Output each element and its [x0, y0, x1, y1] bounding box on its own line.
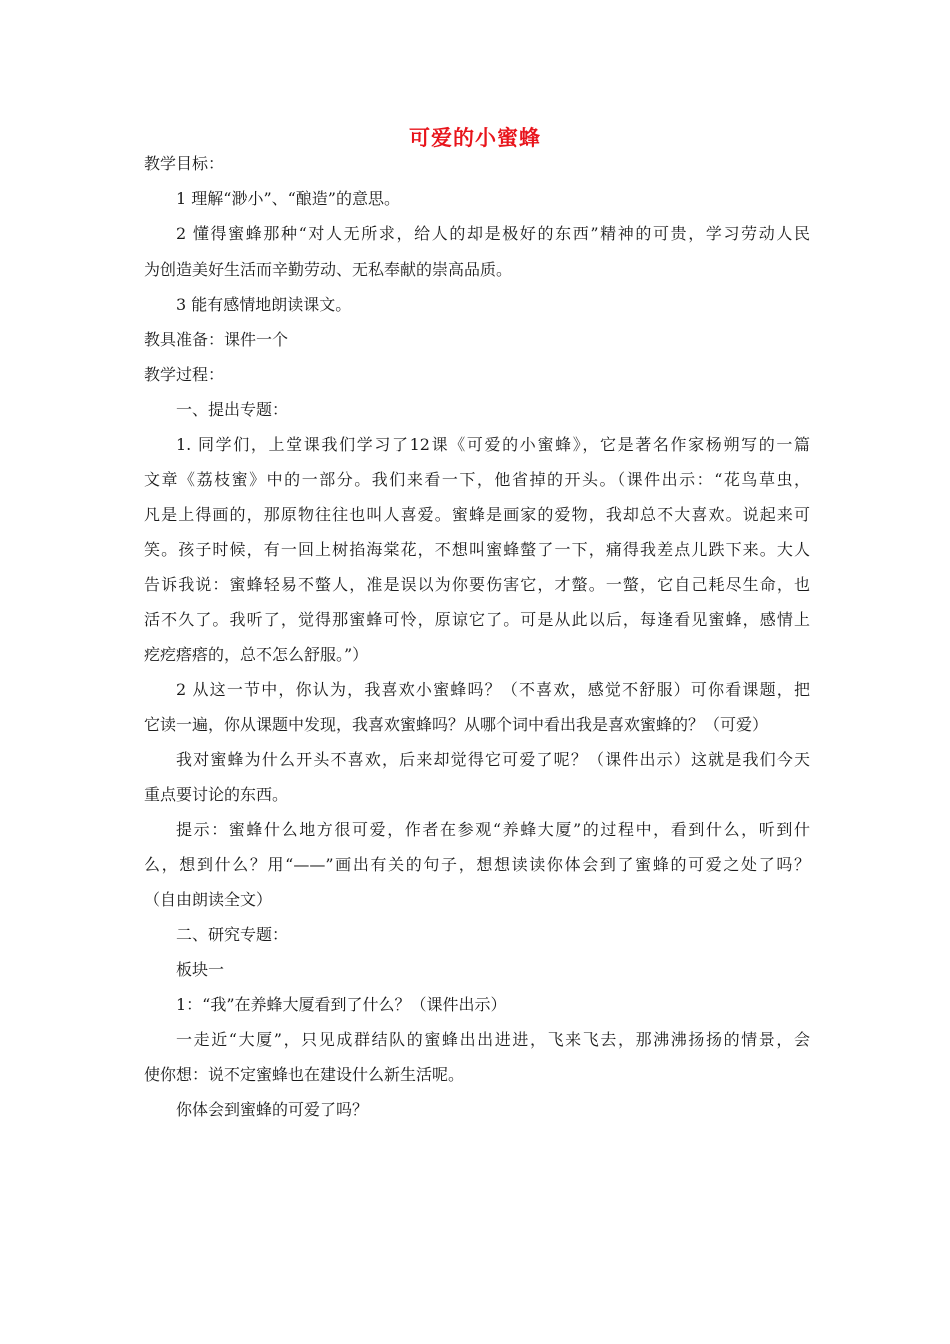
- text-line: 凡是上得画的，那原物往往也叫人喜爱。蜜蜂是画家的爱物，我却总不大喜欢。说起来可: [144, 505, 810, 524]
- text-line: 3 能有感情地朗读课文。: [176, 295, 352, 314]
- text-line: 文章《荔枝蜜》中的一部分。我们来看一下，他省掉的开头。（课件出示：“花鸟草虫，: [144, 470, 810, 489]
- text-line: 笑。孩子时候，有一回上树掐海棠花，不想叫蜜蜂螫了一下，痛得我差点儿跌下来。大人: [144, 540, 810, 559]
- text-line: 2 从这一节中，你认为，我喜欢小蜜蜂吗？（不喜欢，感觉不舒服）可你看课题，把: [176, 680, 810, 699]
- text-line: 1. 同学们，上堂课我们学习了12课《可爱的小蜜蜂》，它是著名作家杨朔写的一篇: [176, 435, 810, 454]
- text-line: （自由朗读全文）: [144, 890, 273, 909]
- text-line: 一走近“大厦”，只见成群结队的蜜蜂出出进进，飞来飞去，那沸沸扬扬的情景，会: [176, 1030, 810, 1049]
- text-line: 我对蜜蜂为什么开头不喜欢，后来却觉得它可爱了呢？（课件出示）这就是我们今天: [176, 750, 810, 769]
- text-line: 教具准备：课件一个: [144, 330, 289, 349]
- text-line: 它读一遍，你从课题中发现，我喜欢蜜蜂吗？从哪个词中看出我是喜欢蜜蜂的？（可爱）: [144, 715, 769, 734]
- text-line: 活不久了。我听了，觉得那蜜蜂可怜，原谅它了。可是从此以后，每逢看见蜜蜂，感情上: [144, 610, 810, 629]
- text-line: 一、提出专题：: [176, 400, 289, 419]
- text-line: 你体会到蜜蜂的可爱了吗？: [176, 1100, 369, 1119]
- text-line: 告诉我说：蜜蜂轻易不螫人，准是误以为你要伤害它，才螫。一螫，它自己耗尽生命，也: [144, 575, 810, 594]
- text-line: 么，想到什么？用“——”画出有关的句子，想想读读你体会到了蜜蜂的可爱之处了吗？: [144, 855, 810, 874]
- text-line: 疙疙瘩瘩的，总不怎么舒服。”）: [144, 645, 369, 664]
- text-line: 重点要讨论的东西。: [144, 785, 289, 804]
- text-line: 提示：蜜蜂什么地方很可爱，作者在参观“养蜂大厦”的过程中，看到什么，听到什: [176, 820, 810, 839]
- text-line: 为创造美好生活而辛勤劳动、无私奉献的崇高品质。: [144, 260, 513, 279]
- document-title: 可爱的小蜜蜂: [409, 126, 541, 150]
- text-line: 2 懂得蜜蜂那种“对人无所求，给人的却是极好的东西”精神的可贵，学习劳动人民: [176, 224, 810, 243]
- text-line: 1 理解“渺小”、“酿造”的意思。: [176, 189, 400, 208]
- text-line: 板块一: [176, 960, 225, 979]
- text-line: 教学过程：: [144, 365, 225, 384]
- text-line: 教学目标：: [144, 154, 225, 173]
- text-line: 二、研究专题：: [176, 925, 289, 944]
- text-line: 使你想：说不定蜜蜂也在建设什么新生活呢。: [144, 1065, 465, 1084]
- text-line: 1：“我”在养蜂大厦看到了什么？（课件出示）: [176, 995, 507, 1014]
